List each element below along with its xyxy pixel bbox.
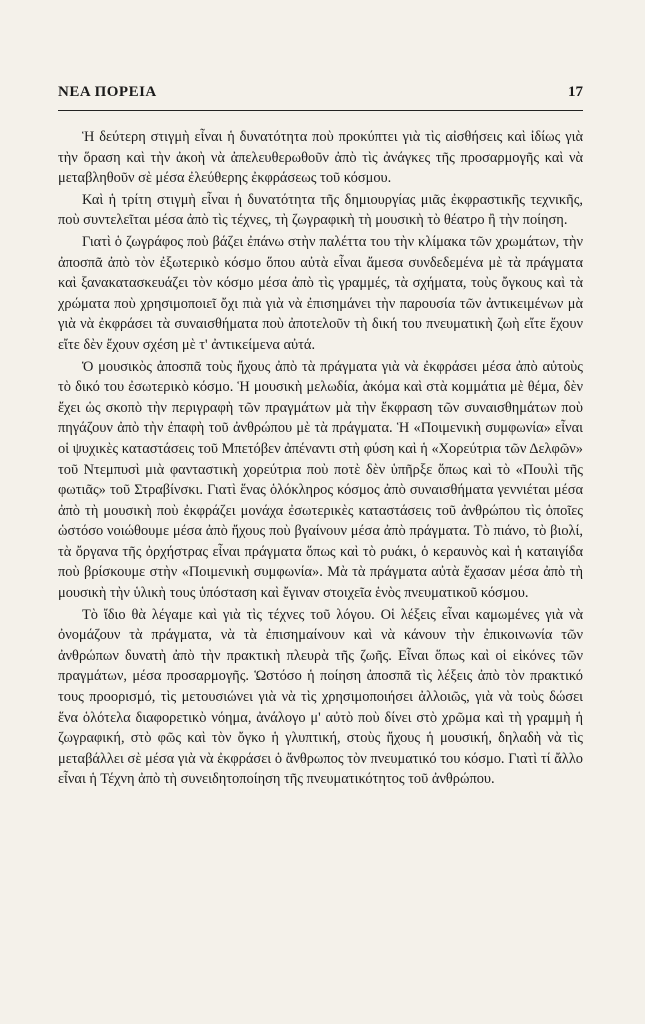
paragraph-1: Ἡ δεύτερη στιγμὴ εἶναι ἡ δυνατότητα ποὺ προκύπτει γιὰ τὶς αἰσθήσεις καὶ ἰδίως γιὰ τὴν ὅραση καὶ τὴν ἀκοὴ νὰ ἀπελευθερωθοῦν ἀπὸ τὶς ἀνάγκες τῆς προσαρμογῆς καὶ νὰ μεταβληθοῦν σὲ μέσα ἐλεύθερης ἐκφράσεως τοῦ κόσμου. bbox=[58, 129, 583, 187]
article-body bbox=[58, 127, 583, 790]
paragraph-4: Ὁ μουσικὸς ἀποσπᾶ τοὺς ἤχους ἀπὸ τὰ πράγματα γιὰ νὰ ἐκφράσει μέσα ἀπὸ αὐτοὺς τὸ δικό του ἐσωτερικὸ κόσμο. Ἡ μουσικὴ μελωδία, ἀκόμα καὶ στὰ κομμάτια μὲ θέμα, δὲν ἔχει ὡς σκοπὸ τὴν περιγραφὴ τῶν πραγμάτων μὰ τὴν ἔκφραση τῶν συναισθημάτων ποὺ πηγάζουν ἀπὸ τὴν ἐπαφὴ τοῦ ἀνθρώπου μὲ τὰ πράγματα. Ἡ «Ποιμενικὴ συμφωνία» εἶναι οἱ ψυχικὲς καταστάσεις τοῦ Μπετόβεν ἀπέναντι στὴ φύση καὶ ἡ «Χορεύτρια τῶν Δελφῶν» τοῦ Ντεμπυσὶ μιὰ φανταστικὴ χορεύτρια ποὺ ποτὲ δὲν ὑπῆρξε ὅπως καὶ τὸ «Πουλὶ τῆς φωτιᾶς» τοῦ Στραβίνσκι. Γιατὶ ἕνας ὁλόκληρος κόσμος ἀπὸ συναισθήματα γεννιέται μέσα ἀπὸ τὴ μουσικὴ ποὺ ἐκφράζει μονάχα ἐσωτερικὲς καταστάσεις τοῦ ἀνθρώπου τὶς ὁποῖες ὡστόσο νοιώθουμε μέσα ἀπὸ ἤχους ποὺ βγαίνουν μέσα ἀπὸ πράγματα. Τὸ πιάνο, τὸ βιολί, τὰ ὄργανα τῆς ὀρχήστρας εἶναι πράγματα ὅπως καὶ τὸ ρυάκι, ὁ κεραυνὸς καὶ ἡ καταιγίδα ποὺ βρίσκουμε στὴν «Ποιμενικὴ συμφωνία». Μὰ τὰ πράγματα αὐτὰ ἔχασαν μέσα ἀπὸ τὴ μουσικὴ τὴν ὑλικὴ τους ὑπόσταση καὶ ἔγιναν στοιχεῖα ἑνὸς πνευματικοῦ κόσμου. bbox=[58, 358, 583, 602]
paragraph-3: Γιατὶ ὁ ζωγράφος ποὺ βάζει ἐπάνω στὴν παλέττα του τὴν κλίμακα τῶν χρωμάτων, τὴν ἀποσπᾶ ἀπὸ τὸν ἐξωτερικὸ κόσμο ὅπου αὐτὰ εἶναι ἄμεσα συνδεδεμένα μὲ τὰ πράγματα καὶ ξανακατασκευάζει τὸν κόσμο μέσα ἀπὸ τὶς γραμμές, τὰ σχήματα, τοὺς ὄγκους καὶ τὰ χρώματα ποὺ χρησιμοποιεῖ ὄχι πιὰ γιὰ νὰ ἐπισημάνει τὴν παρουσία τῶν ἀντικειμένων μὰ γιὰ νὰ ἐκφράσει τὰ συναισθήματα ποὺ ἀποτελοῦν τὴ δική του πνευματικὴ ζωὴ εἴτε ἔχουν εἴτε δὲν ἔχουν σχέση μὲ τ' ἀντικείμενα αὐτά. bbox=[58, 233, 583, 353]
paragraph-5: Τὸ ἴδιο θὰ λέγαμε καὶ γιὰ τὶς τέχνες τοῦ λόγου. Οἱ λέξεις εἶναι καμωμένες γιὰ νὰ ὀνομάζουν τὰ πράγματα, νὰ τὰ ἐπισημαίνουν καὶ νὰ κάνουν τὴν ἐπικοινωνία τῶν ἀνθρώπων δυνατὴ ἀπὸ τὴν πρακτικὴ πλευρὰ τῆς ζωῆς. Εἶναι ὅπως καὶ οἱ εἰκόνες τῶν πραγμάτων, μέσα προσαρμογῆς. Ὡστόσο ἡ ποίηση ἀποσπᾶ τὶς λέξεις ἀπὸ τὸν πρακτικό τους προορισμό, τὶς μετουσιώνει γιὰ νὰ τὶς χρησιμοποιήσει ἀλλοιῶς, γιὰ νὰ τοὺς δώσει ἕνα ὁλότελα διαφορετικὸ νόημα, ἀνάλογο μ' αὐτὸ ποὺ δίνει στὸ χρῶμα καὶ τὴ γραμμὴ ἡ ζωγραφική, στὸ φῶς καὶ τὸν ὄγκο ἡ γλυπτική, στοὺς ἤχους ἡ μουσική, δηλαδὴ νὰ τὶς μεταβάλλει σὲ μέσα γιὰ νὰ ἐκφράσει ὁ ἄνθρωπος τὸν πνευματικό του κόσμο. Γιατὶ τί ἄλλο εἶναι ἡ Τέχνη ἀπὸ τὴ συνειδητοποίηση τῆς πνευματικότητος τοῦ ἀνθρώπου. bbox=[58, 606, 583, 788]
header-rule bbox=[58, 110, 583, 111]
paragraph-2: Καὶ ἡ τρίτη στιγμὴ εἶναι ἡ δυνατότητα τῆς δημιουργίας μιᾶς ἐκφραστικῆς τεχνικῆς, ποὺ συντελεῖται μέσα ἀπὸ τὶς τέχνες, τὴ ζωγραφικὴ τὴ μουσικὴ τὸ θέατρο ἢ τὴν ποίηση. bbox=[58, 191, 583, 229]
page-number: 17 bbox=[568, 84, 583, 100]
journal-title: ΝΕΑ ΠΟΡΕΙΑ bbox=[58, 84, 157, 100]
running-head bbox=[58, 84, 583, 106]
